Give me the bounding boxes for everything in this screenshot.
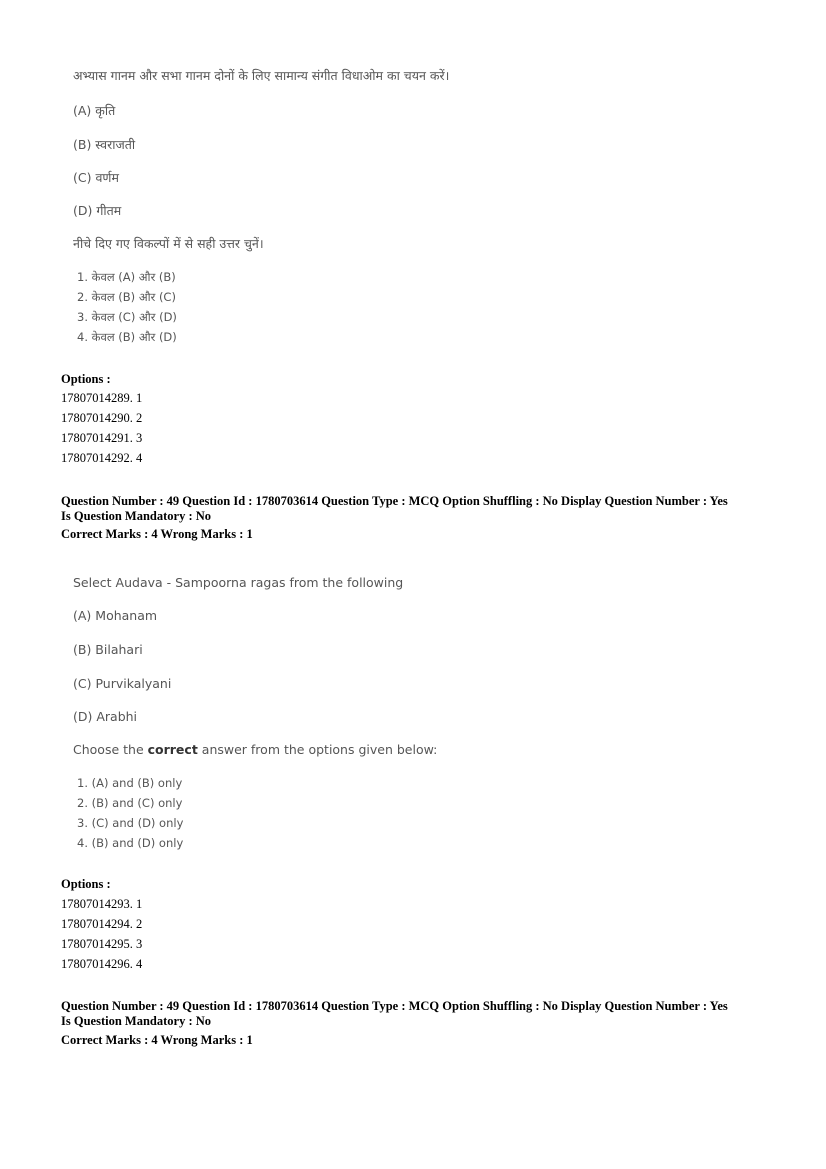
- instruction-text: [73, 742, 437, 757]
- option-id: 17807014293. 1: [61, 897, 143, 911]
- instruction-text: नीचे दिए गए विकल्पों में से सही उत्तर चुनें।: [73, 236, 264, 251]
- option-item-b: (B) Bilahari: [73, 642, 143, 657]
- option-id: 17807014294. 2: [61, 917, 143, 931]
- answer-choice-1: 1. केवल (A) और (B): [77, 270, 176, 284]
- instruction-text-bold: correct: [147, 742, 198, 757]
- question-marks-line: Correct Marks : 4 Wrong Marks : 1: [61, 1033, 253, 1047]
- option-id: 17807014289. 1: [61, 391, 143, 405]
- question-meta-line: Question Number : 49 Question Id : 1780703614 Question Type : MCQ Option Shuffling : No Display Question Number : Yes: [61, 494, 728, 508]
- question-mandatory-line: Is Question Mandatory : No: [61, 509, 212, 523]
- option-item-d: (D) Arabhi: [73, 709, 138, 724]
- option-id: 17807014291. 3: [61, 431, 143, 445]
- answer-choice-4: 4. (B) and (D) only: [77, 836, 184, 850]
- option-item-a: (A) कृति: [73, 103, 116, 118]
- options-label: Options :: [61, 877, 111, 891]
- option-id: 17807014295. 3: [61, 937, 143, 951]
- question-text: अभ्यास गानम और सभा गानम दोनों के लिए सामान्य संगीत विधाओम का चयन करें।: [73, 68, 450, 83]
- question-text: Select Audava - Sampoorna ragas from the following: [73, 575, 404, 590]
- option-item-b: (B) स्वराजती: [73, 137, 136, 152]
- instruction-text-post: answer from the options given below:: [197, 742, 438, 757]
- option-item-a: (A) Mohanam: [73, 608, 158, 623]
- question-mandatory-line: Is Question Mandatory : No: [61, 1014, 212, 1028]
- option-id: 17807014290. 2: [61, 411, 143, 425]
- option-item-c: (C) Purvikalyani: [73, 676, 172, 691]
- option-id: 17807014292. 4: [61, 451, 143, 465]
- option-item-c: (C) वर्णम: [73, 170, 119, 185]
- instruction-text-pre: Choose the: [73, 742, 148, 757]
- answer-choice-3: 3. केवल (C) और (D): [77, 310, 177, 324]
- options-label: Options :: [61, 372, 111, 386]
- answer-choice-1: 1. (A) and (B) only: [77, 776, 183, 790]
- answer-choice-2: 2. केवल (B) और (C): [77, 290, 176, 304]
- question-meta-line: Question Number : 49 Question Id : 1780703614 Question Type : MCQ Option Shuffling : No Display Question Number : Yes: [61, 999, 728, 1013]
- answer-choice-4: 4. केवल (B) और (D): [77, 330, 177, 344]
- answer-choice-3: 3. (C) and (D) only: [77, 816, 184, 830]
- option-id: 17807014296. 4: [61, 957, 143, 971]
- answer-choice-2: 2. (B) and (C) only: [77, 796, 183, 810]
- question-marks-line: Correct Marks : 4 Wrong Marks : 1: [61, 527, 253, 541]
- option-item-d: (D) गीतम: [73, 203, 122, 218]
